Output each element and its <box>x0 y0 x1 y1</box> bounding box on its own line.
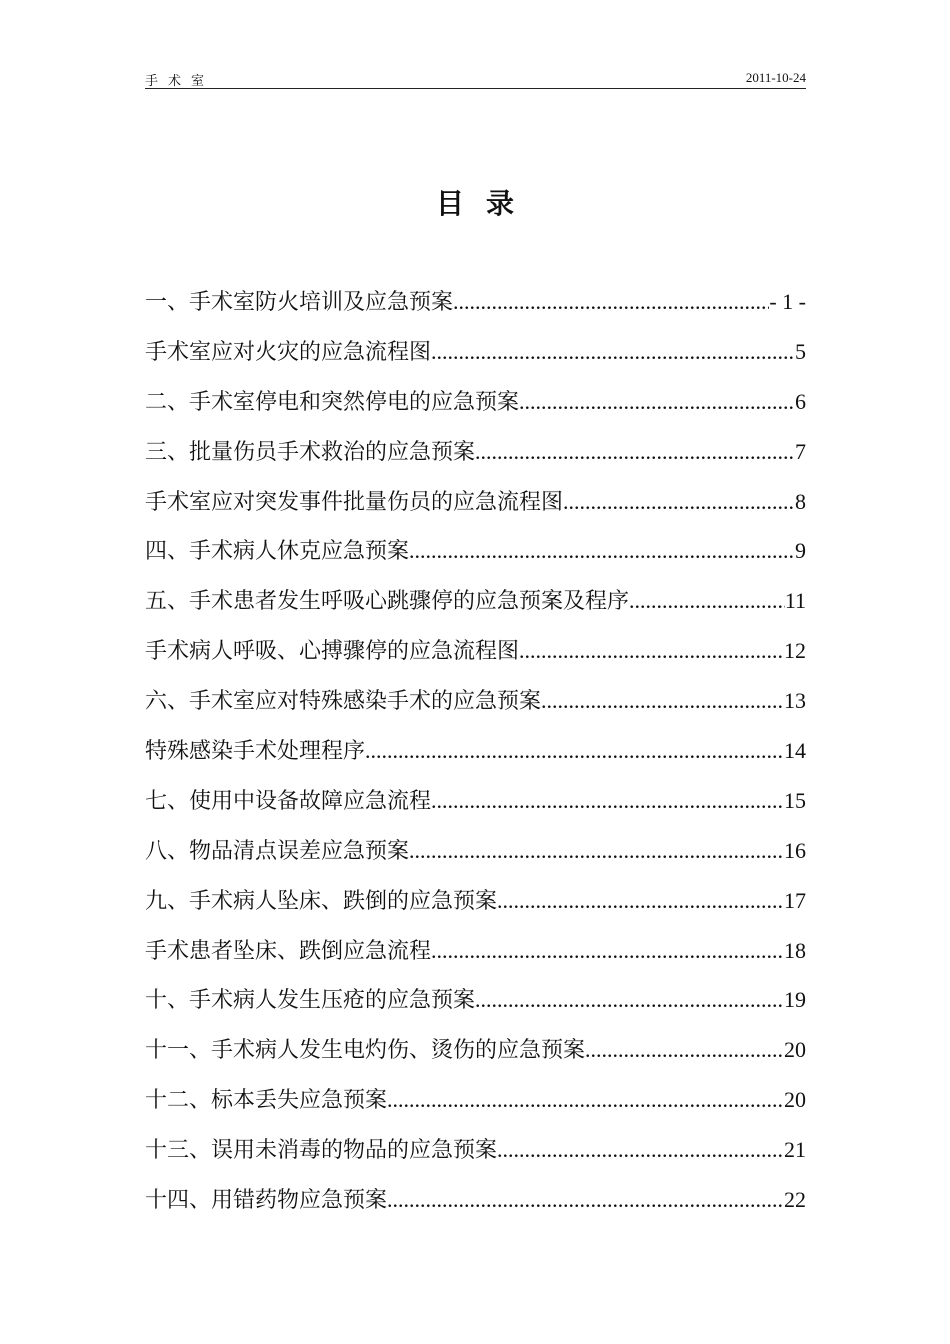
toc-entry-page-number: 20 <box>784 1037 806 1063</box>
toc-entry-page-number: 20 <box>784 1087 806 1113</box>
toc-entry-page-number: 21 <box>784 1137 806 1163</box>
toc-entry[interactable] <box>145 1030 806 1080</box>
toc-entry-page-number: 22 <box>784 1187 806 1213</box>
toc-entry-page-number: 16 <box>784 837 806 863</box>
toc-entry-page-number: 9 <box>795 538 806 564</box>
toc-entry-page-number: 14 <box>784 738 806 764</box>
page-header <box>145 68 806 89</box>
toc-dot-leader <box>475 432 795 472</box>
toc-dot-leader <box>629 581 785 621</box>
toc-entry-title: 八、物品清点误差应急预案 <box>145 838 410 864</box>
toc-entry[interactable] <box>145 1180 806 1230</box>
toc-entry[interactable] <box>145 432 806 482</box>
toc-entry-title: 九、手术病人坠床、跌倒的应急预案 <box>145 888 498 914</box>
toc-entry-title: 手术患者坠床、跌倒应急流程 <box>145 938 432 964</box>
toc-dot-leader <box>409 531 795 571</box>
toc-entry-page-number: 17 <box>784 887 806 913</box>
toc-entry[interactable] <box>145 831 806 881</box>
toc-dot-leader <box>563 482 795 522</box>
toc-entry[interactable] <box>145 881 806 931</box>
toc-entry-title: 二、手术室停电和突然停电的应急预案 <box>145 389 520 415</box>
toc-dot-leader <box>365 731 784 771</box>
toc-entry[interactable] <box>145 531 806 581</box>
toc-entry[interactable] <box>145 1080 806 1130</box>
toc-entry-page-number: 12 <box>784 638 806 664</box>
header-date: 2011-10-24 <box>745 70 806 85</box>
toc-entry-title: 五、手术患者发生呼吸心跳骤停的应急预案及程序 <box>145 589 630 615</box>
toc-entry-page-number: 18 <box>784 937 806 963</box>
toc-entry-page-number: 7 <box>795 438 806 464</box>
toc-entry-title: 手术室应对突发事件批量伤员的应急流程图 <box>145 489 564 515</box>
toc-dot-leader <box>541 681 784 721</box>
toc-entry-page-number: 6 <box>795 388 806 414</box>
toc-entry-page-number: 13 <box>784 688 806 714</box>
toc-entry[interactable] <box>145 332 806 382</box>
toc-entry-page-number: 5 <box>795 338 806 364</box>
toc-entry-title: 十、手术病人发生压疮的应急预案 <box>145 988 476 1014</box>
toc-entry-page-number: - 1 - <box>769 289 806 314</box>
toc-entry[interactable] <box>145 781 806 831</box>
toc-entry[interactable] <box>145 581 806 631</box>
toc-entry[interactable] <box>145 382 806 432</box>
toc-entry-title: 六、手术室应对特殊感染手术的应急预案 <box>145 689 542 715</box>
toc-entry-page-number: 19 <box>784 987 806 1013</box>
toc-entry[interactable] <box>145 282 806 332</box>
toc-entry-page-number: 15 <box>784 787 806 813</box>
toc-entry[interactable] <box>145 1130 806 1180</box>
toc-dot-leader <box>431 781 784 821</box>
toc-dot-leader <box>431 332 795 372</box>
toc-entry-title: 四、手术病人休克应急预案 <box>145 539 410 565</box>
toc-entry-title: 手术室应对火灾的应急流程图 <box>145 339 432 365</box>
toc-entry[interactable] <box>145 681 806 731</box>
toc-entry-title: 十四、用错药物应急预案 <box>145 1188 388 1214</box>
toc-entry-title: 手术病人呼吸、心搏骤停的应急流程图 <box>145 639 520 665</box>
toc-entry-page-number: 8 <box>795 488 806 514</box>
toc-entry-title: 特殊感染手术处理程序 <box>145 739 366 765</box>
toc-dot-leader <box>387 1180 784 1220</box>
toc-dot-leader <box>431 931 784 971</box>
page-title: 目录 <box>435 187 536 220</box>
toc-entry-title: 十一、手术病人发生电灼伤、烫伤的应急预案 <box>145 1038 586 1064</box>
toc-entry-title: 十三、误用未消毒的物品的应急预案 <box>145 1138 498 1164</box>
toc-dot-leader <box>453 282 769 322</box>
toc-dot-leader <box>497 881 784 921</box>
toc-dot-leader <box>409 831 784 871</box>
toc-dot-leader <box>497 1130 784 1170</box>
toc-entry[interactable] <box>145 731 806 781</box>
toc-dot-leader <box>519 631 784 671</box>
toc-dot-leader <box>387 1080 784 1120</box>
header-department: 手术室 <box>145 74 215 89</box>
toc-entry-title: 十二、标本丢失应急预案 <box>145 1088 388 1114</box>
toc-entry-title: 三、批量伤员手术救治的应急预案 <box>145 439 476 465</box>
toc-entry-title: 七、使用中设备故障应急流程 <box>145 788 432 814</box>
toc-dot-leader <box>585 1030 784 1070</box>
toc-entry-title: 一、手术室防火培训及应急预案 <box>145 290 454 315</box>
toc-entry[interactable] <box>145 631 806 681</box>
toc-entry[interactable] <box>145 980 806 1030</box>
toc-entry-page-number: 11 <box>784 588 806 614</box>
toc-entry[interactable] <box>145 931 806 981</box>
table-of-contents <box>145 282 806 1230</box>
toc-dot-leader <box>475 980 784 1020</box>
toc-dot-leader <box>519 382 795 422</box>
toc-entry[interactable] <box>145 482 806 532</box>
